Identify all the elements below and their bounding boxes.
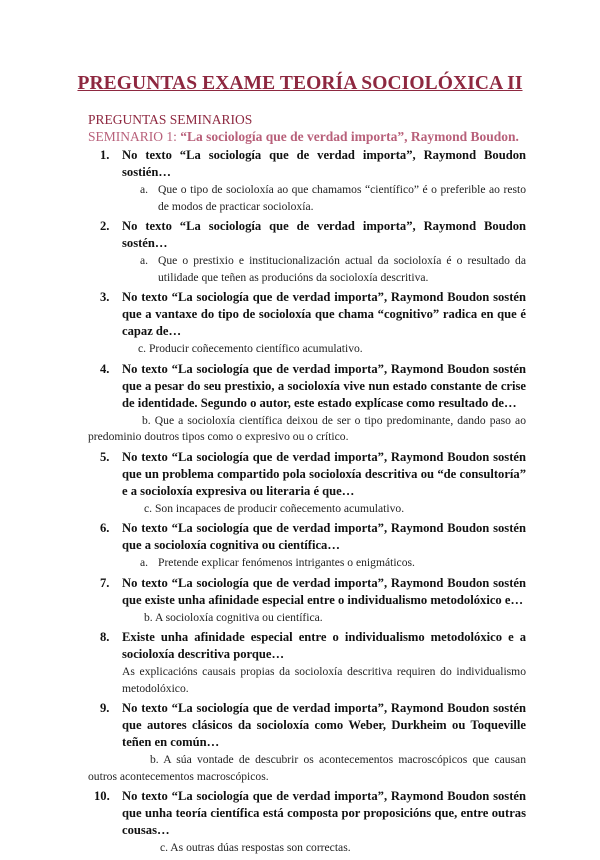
question-text: 6. No texto “La sociología que de verdad importa”, Raymond Boudon sostén que a socioloxía cognitiva ou científica… — [100, 521, 526, 552]
answer-text: c. Son incapaces de producir coñecemento acumulativo. — [144, 501, 405, 515]
question-item — [88, 449, 526, 518]
question-item — [88, 218, 526, 286]
question-number: 3. — [100, 290, 110, 304]
question-number: 2. — [100, 219, 110, 233]
answer-letter: a. — [140, 254, 149, 267]
answer-text: a. Que o prestixio e institucionalización actual da socioloxía é o resultado da utilidade que teñen as producións da socioloxía descritiva. — [140, 254, 526, 284]
question-number: 10. — [94, 789, 110, 803]
question-item — [88, 289, 526, 358]
question-item — [88, 788, 526, 857]
question-number: 1. — [100, 148, 110, 162]
question-text: 7. No texto “La sociología que de verdad importa”, Raymond Boudon sostén que existe unha afinidade especial entre o individualismo metodolóxico e… — [100, 575, 526, 607]
answer-text: b. A socioloxía cognitiva ou científica. — [144, 610, 323, 624]
answer-text: b. A súa vontade de descubrir os acontecementos macroscópicos que causan outros acontecementos macroscópicos. — [88, 753, 526, 783]
question-number: 9. — [100, 701, 110, 715]
question-text: 1. No texto “La sociología que de verdad importa”, Raymond Boudon sostién… — [100, 148, 526, 179]
question-text: 3. No texto “La sociología que de verdad importa”, Raymond Boudon sostén que a vantaxe do tipo de socioloxía que chama “cognitivo” radica en que é capaz de… — [100, 290, 526, 338]
seminar-heading — [88, 129, 519, 145]
question-text: 5. No texto “La sociología que de verdad importa”, Raymond Boudon sostén que un problema compartido pola socioloxía descritiva ou “de consultoría” e a socioloxía expresiva ou literaria é que… — [100, 449, 526, 498]
question-number: 7. — [100, 575, 110, 590]
question-number: 5. — [100, 449, 110, 464]
answer-letter: a. — [140, 183, 149, 196]
question-text: 10. No texto “La sociología que de verdad importa”, Raymond Boudon sostén que unha teoría científica está composta por proposicións que, entre outras cousas… — [94, 789, 526, 837]
answer-text: As explicacións causais propias da socioloxía descritiva requiren do individualismo metodolóxico. — [122, 665, 526, 695]
question-item — [88, 575, 526, 627]
answer-text: a. Que o tipo de socioloxía ao que chamamos “científico” é o preferible ao resto de modos de practicar socioloxía. — [140, 183, 526, 213]
question-item — [88, 700, 526, 785]
question-item — [88, 520, 526, 572]
question-item — [88, 147, 526, 215]
question-item — [88, 361, 526, 446]
question-number: 8. — [100, 630, 110, 644]
question-text: 9. No texto “La sociología que de verdad importa”, Raymond Boudon sostén que autores clásicos da socioloxía como Weber, Durkheim ou Toqueville teñen en común… — [100, 701, 526, 749]
seminar-label: SEMINARIO 1: — [88, 129, 177, 144]
document-title: PREGUNTAS EXAME TEORÍA SOCIOLÓXICA II — [77, 73, 523, 94]
question-text: 8. Existe unha afinidade especial entre o individualismo metodolóxico e a socioloxía descritiva porque… — [100, 630, 526, 661]
question-item — [88, 629, 526, 697]
answer-text: b. Que a socioloxía científica deixou de ser o tipo predominante, dando paso ao predominio doutros tipos como o expresivo ou o crítico. — [88, 413, 526, 443]
answer-text: c. As outras dúas respostas son correctas. — [160, 841, 351, 854]
question-number: 6. — [100, 521, 110, 535]
question-list — [88, 147, 526, 860]
seminar-name: “La sociología que de verdad importa”, Raymond Boudon. — [180, 129, 519, 144]
answer-text: c. Producir coñecemento científico acumulativo. — [138, 342, 363, 355]
question-number: 4. — [100, 361, 110, 376]
question-text: 4. No texto “La sociología que de verdad importa”, Raymond Boudon sostén que a pesar do seu prestixio, a socioloxía vive nun estado constante de crise de identidade. Segundo o autor, este estado explícase como resultado de… — [100, 361, 526, 410]
answer-text: a. Pretende explicar fenómenos intrigantes o enigmáticos. — [88, 555, 526, 572]
answer-letter: a. — [140, 556, 149, 569]
question-text: 2. No texto “La sociología que de verdad importa”, Raymond Boudon sostén… — [100, 219, 526, 250]
section-heading: PREGUNTAS SEMINARIOS — [88, 112, 253, 127]
